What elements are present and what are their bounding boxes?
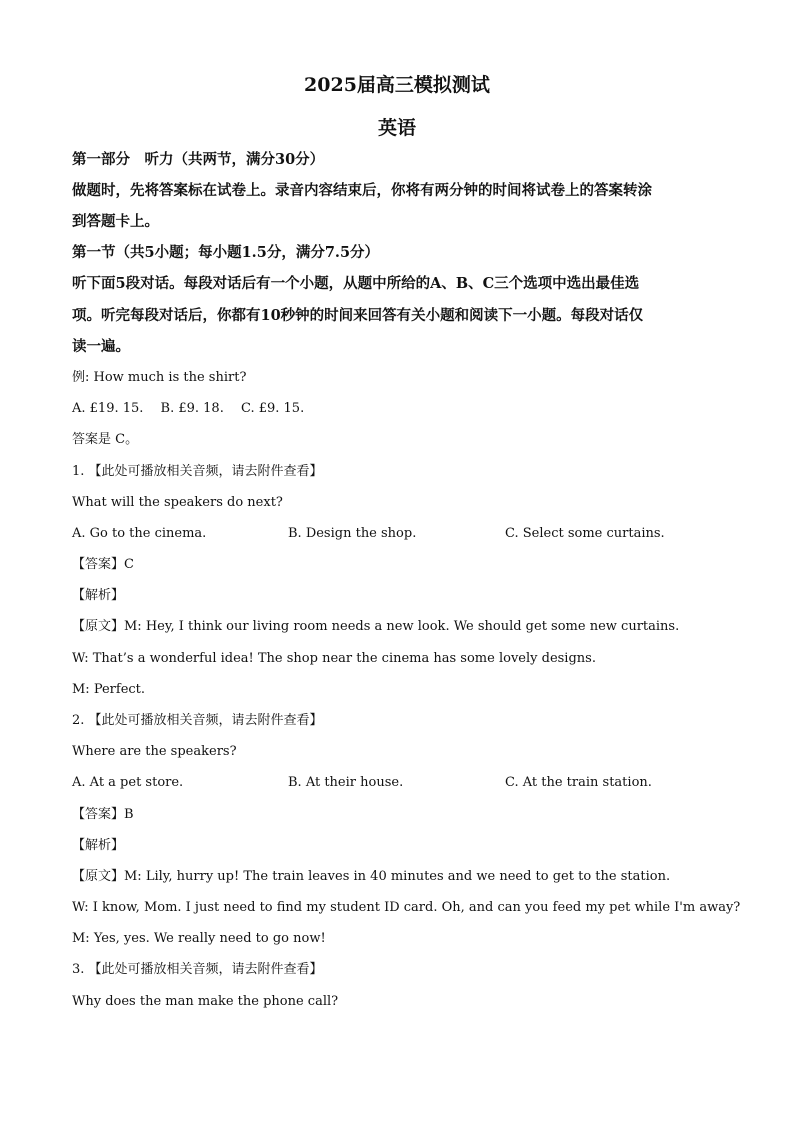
q2-transcript-line-2: W: I know, Mom. I just need to find my student ID card. Oh, and can you feed my pet while I'm away? — [72, 900, 741, 915]
q1-transcript-line-3: M: Perfect. — [72, 682, 146, 697]
subject-title: 英语 — [377, 117, 416, 139]
example-answer: 答案是 C。 — [72, 432, 139, 447]
q2-analysis-label: 【解析】 — [72, 838, 125, 853]
part-heading: 第一部分 听力（共两节，满分30分） — [72, 151, 325, 168]
q1-transcript-line-2: W: That’s a wonderful idea! The shop near the cinema has some lovely designs. — [72, 651, 596, 666]
q1-option-c: C. Select some curtains. — [505, 526, 665, 541]
directions-line-2: 项。听完每段对话后，你都有10秒钟的时间来回答有关小题和阅读下一小题。每段对话仅 — [72, 307, 644, 324]
q2-option-a: A. At a pet store. — [72, 775, 184, 790]
q2-audio-placeholder[interactable]: 2. 【此处可播放相关音频，请去附件查看】 — [72, 713, 323, 728]
q1-transcript-line-1: 【原文】M: Hey, I think our living room needs a new look. We should get some new curtains. — [72, 619, 680, 634]
directions-line-1: 听下面5段对话。每段对话后有一个小题，从题中所给的A、B、C三个选项中选出最佳选 — [72, 275, 640, 292]
q1-answer: 【答案】C — [72, 557, 134, 572]
q1-option-b: B. Design the shop. — [288, 526, 417, 541]
q2-option-c: C. At the train station. — [505, 775, 652, 790]
q3-audio-placeholder[interactable]: 3. 【此处可播放相关音频，请去附件查看】 — [72, 962, 323, 977]
q2-answer: 【答案】B — [72, 807, 134, 822]
example-question: 例: How much is the shirt? — [72, 370, 247, 385]
instruction-line-2: 到答题卡上。 — [72, 213, 159, 230]
example-options: A. £19. 15. B. £9. 18. C. £9. 15. — [72, 401, 305, 416]
directions-line-3: 读一遍。 — [72, 338, 130, 355]
instruction-line-1: 做题时，先将答案标在试卷上。录音内容结束后，你将有两分钟的时间将试卷上的答案转涂 — [72, 182, 652, 199]
section-heading: 第一节（共5小题；每小题1.5分，满分7.5分） — [72, 244, 380, 261]
q1-option-a: A. Go to the cinema. — [72, 526, 207, 541]
q2-option-b: B. At their house. — [288, 775, 404, 790]
exam-title: 2025届高三模拟测试 — [304, 74, 490, 96]
q1-audio-placeholder[interactable]: 1. 【此处可播放相关音频，请去附件查看】 — [72, 464, 323, 479]
q2-transcript-line-3: M: Yes, yes. We really need to go now! — [72, 931, 326, 946]
q1-analysis-label: 【解析】 — [72, 588, 125, 603]
q2-question: Where are the speakers? — [72, 744, 237, 759]
q1-question: What will the speakers do next? — [72, 495, 283, 510]
q2-transcript-line-1: 【原文】M: Lily, hurry up! The train leaves in 40 minutes and we need to get to the station. — [72, 869, 671, 884]
q3-question: Why does the man make the phone call? — [72, 994, 339, 1009]
